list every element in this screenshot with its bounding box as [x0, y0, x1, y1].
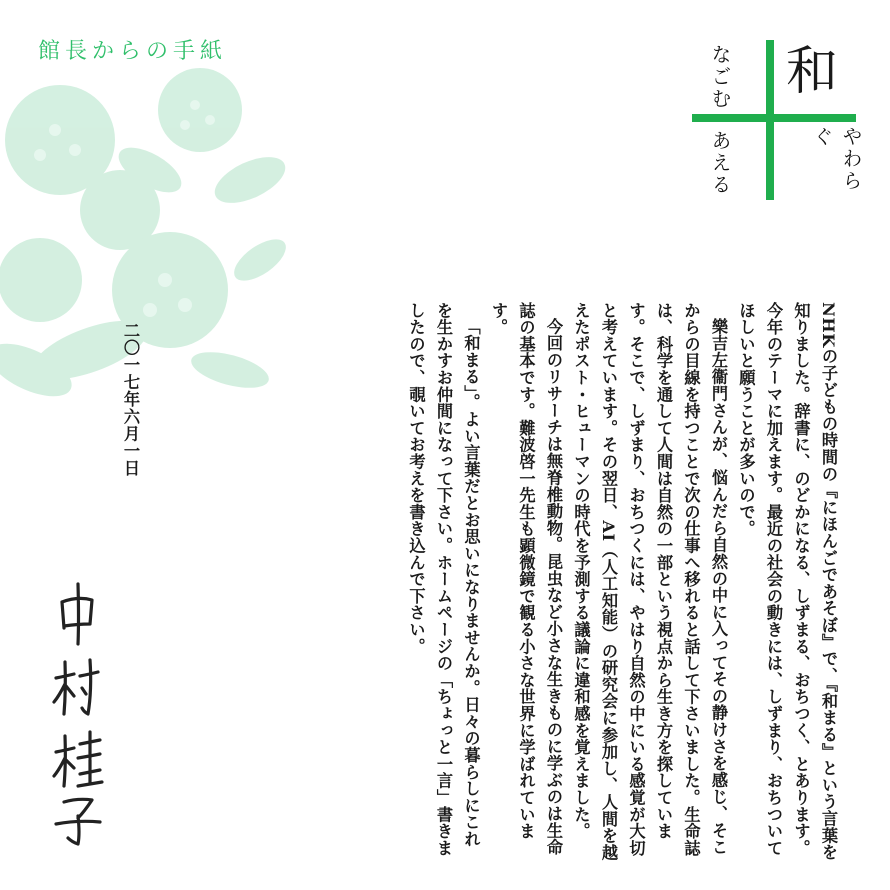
hydrangea-illustration	[0, 60, 300, 400]
emblem-vertical-bar	[766, 40, 774, 200]
emblem-word-yawaragu: やわらぐ	[810, 126, 863, 192]
handwritten-signature	[48, 580, 108, 850]
page-title: 館長からの手紙	[38, 39, 228, 64]
letter-date: 二〇一七年六月一日	[121, 322, 140, 477]
letter-paragraph: NHKの子どもの時間の『にほんごであそぼ』で、『和まる』という言葉を知りました。辞書に、のどかになる、しずまる、おちつく、とあります。今年のテーマに加えます。最近の社会の動きには、しずまり、おちついてほしいと願うことが多いので。	[736, 302, 838, 861]
emblem-horizontal-bar	[692, 114, 856, 122]
wa-emblem	[690, 40, 863, 200]
letter-paragraph: 樂吉左衞門さんが、悩んだら自然の中に入ってその静けさを感じ、そこからの目線を持つことで次の仕事へ移れると話して下さいました。生命誌は、科学を通して人間は自然の一部という視点から生き方を探しています。そこで、しずまり、おちつくには、やはり自然の中にいる感覚が大切と考えています。その翌日、AI（人工知能）の研究会に参加し、人間を越えたポスト・ヒューマンの時代を予測する議論に違和感を覚えました。	[571, 302, 728, 861]
letter-body	[402, 302, 842, 862]
letter-paragraph: 「和まる」。よい言葉だとお思いになりませんか。日々の暮らしにこれを生かすお仲間になって下さい。ホームページの「ちょっと一言」書きましたので、覗いてお考えを書き込んで下さい。	[406, 302, 481, 857]
emblem-kanji: 和	[786, 42, 839, 102]
emblem-word-nagomu: なごむ	[708, 44, 732, 110]
emblem-word-aeru: あえる	[708, 130, 732, 196]
letter-paragraph: 今回のリサーチは無脊椎動物。昆虫など小さな生きものに学ぶのは生命誌の基本です。難波啓一先生も顕微鏡で観る小さな世界に学ばれています。	[489, 302, 563, 856]
